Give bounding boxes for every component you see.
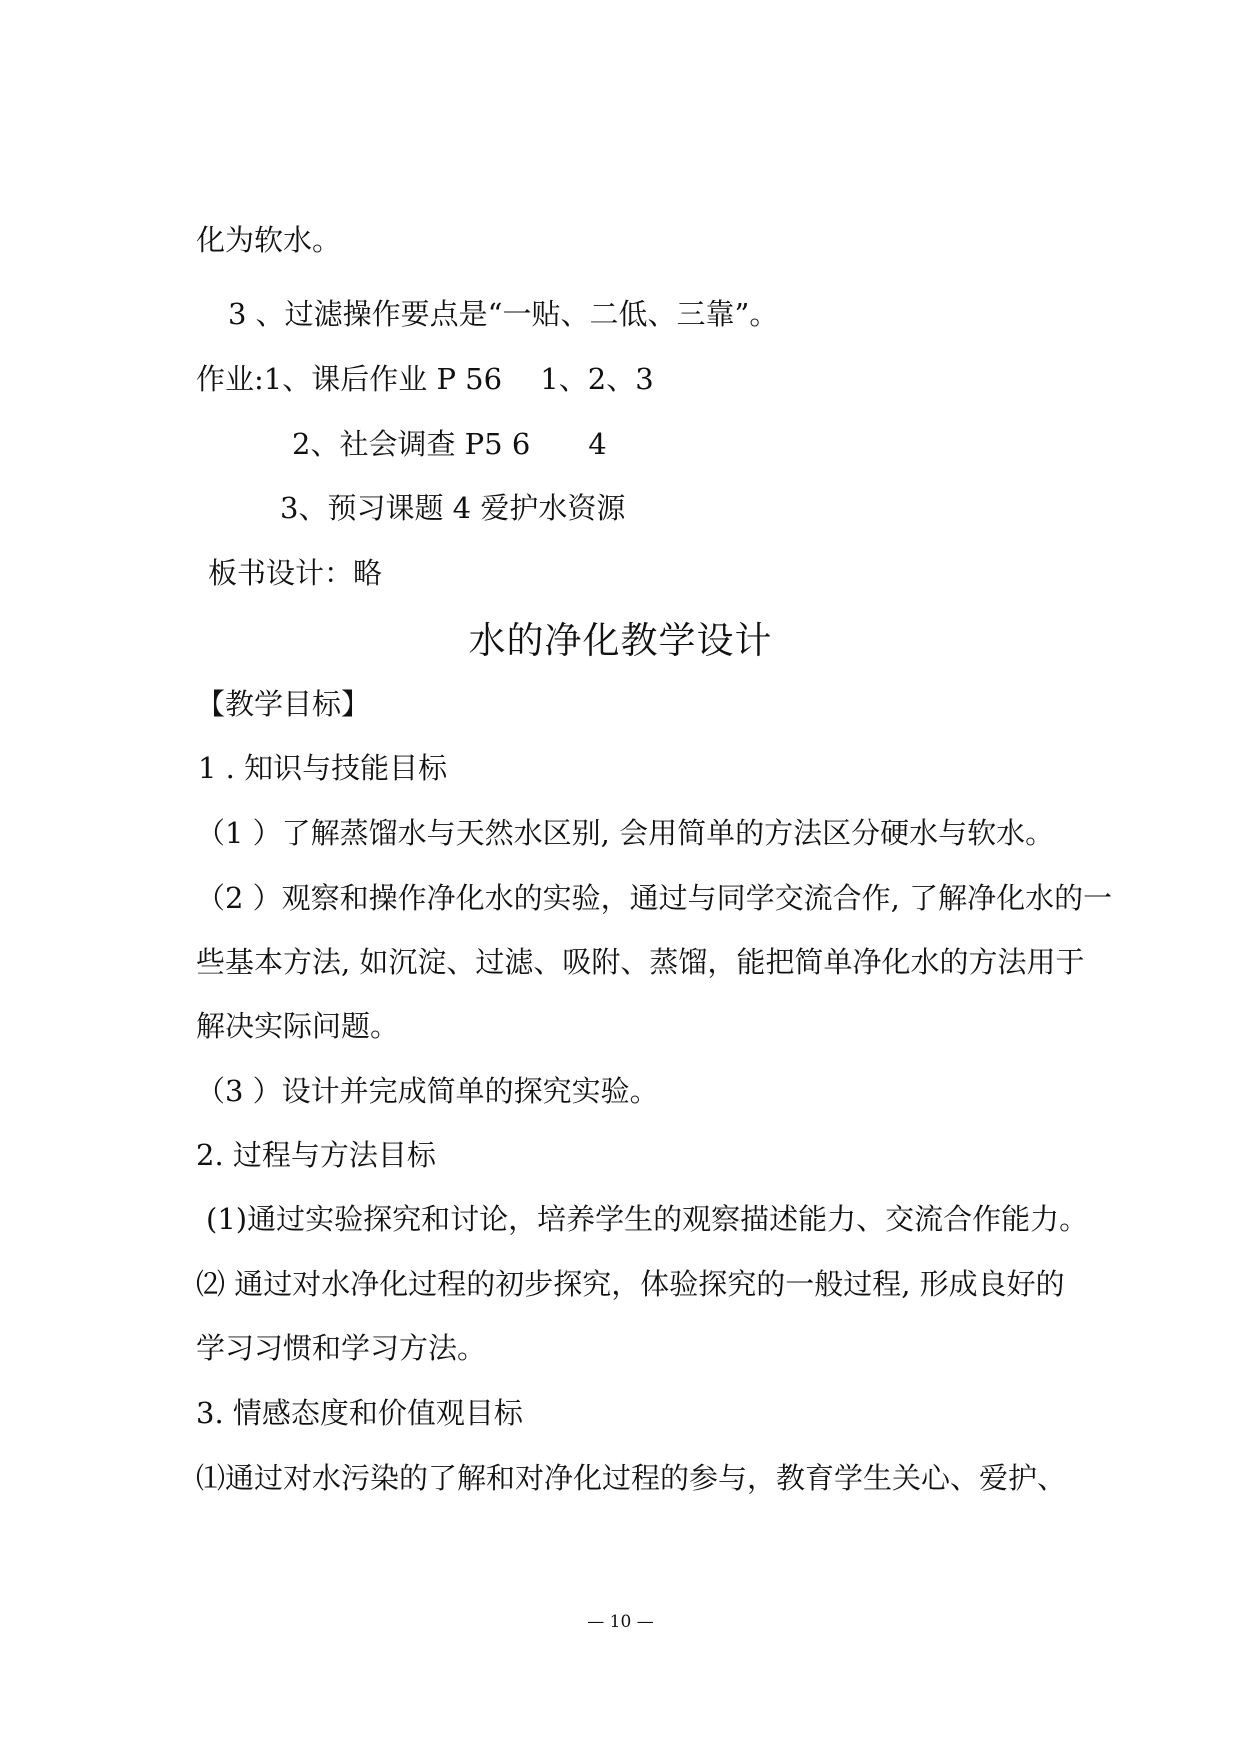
board-design-line: 板书设计：略 bbox=[208, 556, 383, 590]
homework-line: 3、预习课题 4 爱护水资源 bbox=[280, 491, 626, 525]
paragraph-line: 学习习惯和学习方法。 bbox=[196, 1331, 487, 1365]
subsection-heading: 2. 过程与方法目标 bbox=[196, 1138, 436, 1172]
subsection-heading: 3. 情感态度和价值观目标 bbox=[196, 1396, 523, 1430]
text-line: 化为软水。 bbox=[196, 223, 342, 257]
paragraph-line: ⑵ 通过对水净化过程的初步探究，体验探究的一般过程, 形成良好的 bbox=[196, 1267, 1065, 1301]
subsection-heading: 1 . 知识与技能目标 bbox=[198, 751, 448, 785]
section-heading: 【教学目标】 bbox=[196, 687, 371, 721]
paragraph-line: 些基本方法, 如沉淀、过滤、吸附、蒸馏，能把简单净化水的方法用于 bbox=[196, 945, 1085, 979]
paragraph-line: （2 ）观察和操作净化水的实验，通过与同学交流合作, 了解净化水的一 bbox=[196, 881, 1113, 915]
paragraph-line: （1 ）了解蒸馏水与天然水区别, 会用简单的方法区分硬水与软水。 bbox=[196, 816, 1055, 850]
homework-line: 2、社会调查 P5 6 4 bbox=[292, 427, 607, 461]
text-line: 3 、过滤操作要点是“一贴、二低、三靠”。 bbox=[228, 297, 779, 331]
document-title: 水的净化教学设计 bbox=[468, 619, 773, 662]
homework-line: 作业:1、课后作业 P 56 1、2、3 bbox=[196, 362, 654, 396]
paragraph-line: （3 ）设计并完成简单的探究实验。 bbox=[196, 1074, 659, 1108]
paragraph-line: ⑴通过对水污染的了解和对净化过程的参与，教育学生关心、爱护、 bbox=[196, 1461, 1067, 1495]
page-number: — 10 — bbox=[587, 1612, 654, 1632]
paragraph-line: 解决实际问题。 bbox=[196, 1009, 400, 1043]
paragraph-line: (1)通过实验探究和讨论，培养学生的观察描述能力、交流合作能力。 bbox=[206, 1202, 1089, 1236]
